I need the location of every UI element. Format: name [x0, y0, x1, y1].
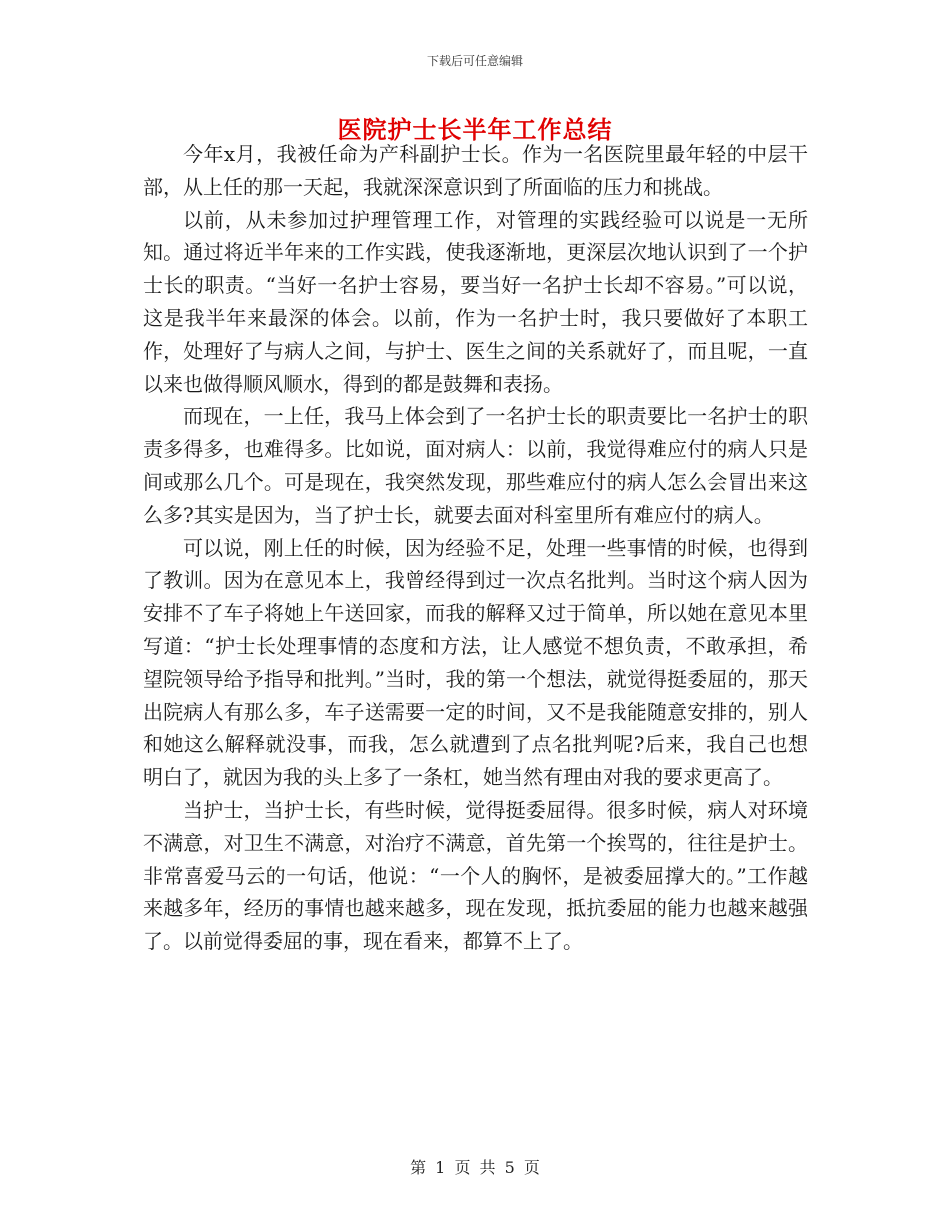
- document-title: 医院护士长半年工作总结: [337, 115, 613, 144]
- document-body: [143, 138, 808, 958]
- paragraph: 可以说，刚上任的时候，因为经验不足，处理一些事情的时候，也得到了教训。因为在意见本上，我曾经得到过一次点名批判。当时这个病人因为安排不了车子将她上午送回家，而我的解释又过于简单，所以她在意见本里写道：“护士长处理事情的态度和方法，让人感觉不想负责，不敢承担，希望院领导给予指导和批判。”当时，我的第一个想法，就觉得挺委屈的，那天出院病人有那么多，车子送需要一定的时间，又不是我能随意安排的，别人和她这么解释就没事，而我，怎么就遭到了点名批判呢?后来，我自己也想明白了，就因为我的头上多了一条杠，她当然有理由对我的要求更高了。: [143, 535, 808, 790]
- page-header-note: 下载后可任意编辑: [426, 54, 523, 68]
- paragraph: 今年x月，我被任命为产科副护士长。作为一名医院里最年轻的中层干部，从上任的那一天起，我就深深意识到了所面临的压力和挑战。: [143, 142, 808, 199]
- page-number: 第 1 页 共 5 页: [410, 1158, 540, 1177]
- paragraph: 而现在，一上任，我马上体会到了一名护士长的职责要比一名护士的职责多得多，也难得多。比如说，面对病人：以前，我觉得难应付的病人只是间或那么几个。可是现在，我突然发现，那些难应付的病人怎么会冒出来这么多?其实是因为，当了护士长，就要去面对科室里所有难应付的病人。: [143, 404, 808, 527]
- paragraph: 当护士，当护士长，有些时候，觉得挺委屈得。很多时候，病人对环境不满意，对卫生不满意，对治疗不满意，首先第一个挨骂的，往往是护士。非常喜爱马云的一句话，他说：“一个人的胸怀，是被委屈撑大的。”工作越来越多年，经历的事情也越来越多，现在发现，抵抗委屈的能力也越来越强了。以前觉得委屈的事，现在看来，都算不上了。: [143, 797, 808, 954]
- paragraph: 以前，从未参加过护理管理工作，对管理的实践经验可以说是一无所知。通过将近半年来的工作实践，使我逐渐地，更深层次地认识到了一个护士长的职责。“当好一名护士容易，要当好一名护士长却不容易。”可以说，这是我半年来最深的体会。以前，作为一名护士时，我只要做好了本职工作，处理好了与病人之间，与护士、医生之间的关系就好了，而且呢，一直以来也做得顺风顺水，得到的都是鼓舞和表扬。: [143, 207, 808, 396]
